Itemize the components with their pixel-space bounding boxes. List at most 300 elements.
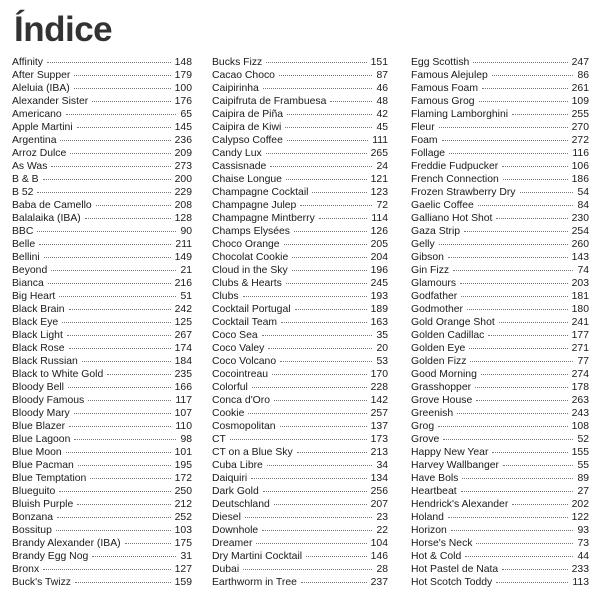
index-entry bbox=[411, 420, 589, 433]
entry-name: Caipifruta de Frambuesa bbox=[212, 96, 327, 107]
entry-page-number: 73 bbox=[577, 538, 589, 549]
index-entry bbox=[411, 212, 589, 225]
entry-page-number: 273 bbox=[174, 161, 192, 172]
entry-name: Candy Lux bbox=[212, 148, 262, 159]
entry-name: Deutschland bbox=[212, 499, 270, 510]
entry-page-number: 84 bbox=[577, 200, 589, 211]
dot-leader bbox=[74, 413, 171, 414]
entry-page-number: 257 bbox=[370, 408, 388, 419]
index-entry bbox=[212, 381, 388, 394]
index-entry bbox=[212, 394, 388, 407]
entry-page-number: 114 bbox=[371, 213, 388, 224]
dot-leader bbox=[503, 179, 568, 180]
dot-leader bbox=[461, 491, 574, 492]
dot-leader bbox=[274, 400, 367, 401]
entry-name: Baba de Camello bbox=[12, 200, 92, 211]
dot-leader bbox=[467, 309, 568, 310]
entry-page-number: 267 bbox=[174, 330, 192, 341]
dot-leader bbox=[465, 556, 573, 557]
index-entry bbox=[12, 199, 192, 212]
dot-leader bbox=[319, 218, 368, 219]
index-entry bbox=[411, 95, 589, 108]
entry-page-number: 178 bbox=[571, 382, 589, 393]
index-entry bbox=[411, 342, 589, 355]
entry-page-number: 107 bbox=[174, 408, 192, 419]
entry-name: Bonzana bbox=[12, 512, 54, 523]
index-entry bbox=[12, 160, 192, 173]
entry-page-number: 116 bbox=[572, 148, 589, 159]
entry-name: Bianca bbox=[12, 278, 44, 289]
entry-name: Champs Elysées bbox=[212, 226, 290, 237]
index-entry bbox=[12, 472, 192, 485]
entry-name: Gaza Strip bbox=[411, 226, 461, 237]
index-entry bbox=[212, 446, 388, 459]
index-entry bbox=[411, 56, 589, 69]
entry-name: Galliano Hot Shot bbox=[411, 213, 493, 224]
entry-name: Bluish Purple bbox=[12, 499, 74, 510]
index-column-1 bbox=[12, 56, 192, 589]
dot-leader bbox=[88, 400, 171, 401]
entry-page-number: 196 bbox=[370, 265, 388, 276]
dot-leader bbox=[48, 283, 171, 284]
dot-leader bbox=[75, 582, 171, 583]
dot-leader bbox=[39, 244, 171, 245]
index-entry bbox=[12, 121, 192, 134]
entry-name: Gibson bbox=[411, 252, 444, 263]
dot-leader bbox=[263, 491, 367, 492]
index-entry bbox=[212, 550, 388, 563]
entry-name: Godmother bbox=[411, 304, 463, 315]
index-entry bbox=[12, 576, 192, 589]
entry-page-number: 271 bbox=[571, 343, 589, 354]
index-entry bbox=[411, 225, 589, 238]
entry-page-number: 134 bbox=[370, 473, 388, 484]
entry-page-number: 252 bbox=[174, 512, 192, 523]
dot-leader bbox=[292, 257, 366, 258]
index-entry bbox=[12, 498, 192, 511]
entry-page-number: 163 bbox=[370, 317, 388, 328]
dot-leader bbox=[44, 257, 171, 258]
dot-leader bbox=[51, 270, 176, 271]
entry-name: Godfather bbox=[411, 291, 458, 302]
index-entry bbox=[12, 134, 192, 147]
dot-leader bbox=[37, 231, 176, 232]
dot-leader bbox=[107, 374, 170, 375]
entry-page-number: 89 bbox=[577, 473, 589, 484]
dot-leader bbox=[243, 296, 367, 297]
dot-leader bbox=[59, 491, 170, 492]
entry-name: Dubai bbox=[212, 564, 240, 575]
entry-name: Grove bbox=[411, 434, 440, 445]
entry-page-number: 213 bbox=[370, 447, 388, 458]
index-entry bbox=[411, 524, 589, 537]
entry-page-number: 247 bbox=[571, 57, 589, 68]
dot-leader bbox=[503, 465, 573, 466]
entry-name: Golden Eye bbox=[411, 343, 466, 354]
index-entry bbox=[212, 147, 388, 160]
index-entry bbox=[212, 108, 388, 121]
index-entry bbox=[212, 498, 388, 511]
index-entry bbox=[12, 95, 192, 108]
dot-leader bbox=[248, 413, 366, 414]
index-entry bbox=[411, 511, 589, 524]
entry-page-number: 170 bbox=[370, 369, 388, 380]
dot-leader bbox=[68, 387, 171, 388]
index-entry bbox=[411, 576, 589, 589]
entry-name: Grasshopper bbox=[411, 382, 472, 393]
dot-leader bbox=[78, 465, 171, 466]
index-entry bbox=[411, 537, 589, 550]
dot-leader bbox=[77, 127, 171, 128]
index-entry bbox=[411, 485, 589, 498]
entry-page-number: 255 bbox=[571, 109, 589, 120]
index-column-2 bbox=[212, 56, 388, 589]
entry-page-number: 175 bbox=[174, 538, 192, 549]
index-entry bbox=[212, 121, 388, 134]
dot-leader bbox=[442, 140, 568, 141]
entry-name: Alexander Sister bbox=[12, 96, 89, 107]
entry-page-number: 202 bbox=[571, 499, 589, 510]
index-entry bbox=[12, 264, 192, 277]
entry-name: Big Heart bbox=[12, 291, 56, 302]
dot-leader bbox=[295, 309, 367, 310]
entry-page-number: 211 bbox=[175, 239, 192, 250]
dot-leader bbox=[85, 218, 171, 219]
index-entry bbox=[212, 537, 388, 550]
entry-page-number: 127 bbox=[174, 564, 192, 575]
dot-leader bbox=[37, 192, 170, 193]
index-entry bbox=[212, 95, 388, 108]
entry-name: Apple Martini bbox=[12, 122, 73, 133]
entry-name: Dry Martini Cocktail bbox=[212, 551, 303, 562]
entry-name: Hot Scotch Toddy bbox=[411, 577, 493, 588]
dot-leader bbox=[475, 387, 568, 388]
dot-leader bbox=[262, 530, 372, 531]
index-entry bbox=[411, 134, 589, 147]
index-entry bbox=[411, 69, 589, 82]
entry-name: Dark Gold bbox=[212, 486, 259, 497]
entry-page-number: 35 bbox=[376, 330, 388, 341]
entry-page-number: 106 bbox=[571, 161, 589, 172]
dot-leader bbox=[69, 309, 171, 310]
entry-page-number: 128 bbox=[174, 213, 192, 224]
entry-page-number: 72 bbox=[376, 200, 388, 211]
index-entry bbox=[411, 277, 589, 290]
index-entry bbox=[212, 303, 388, 316]
dot-leader bbox=[460, 283, 568, 284]
entry-name: Dreamer bbox=[212, 538, 253, 549]
index-entry bbox=[411, 498, 589, 511]
dot-leader bbox=[512, 114, 568, 115]
dot-leader bbox=[280, 361, 372, 362]
entry-page-number: 263 bbox=[571, 395, 589, 406]
index-entry bbox=[212, 524, 388, 537]
index-entry bbox=[12, 69, 192, 82]
index-entry bbox=[12, 329, 192, 342]
index-entry bbox=[212, 186, 388, 199]
entry-page-number: 256 bbox=[370, 486, 388, 497]
entry-name: Black Rose bbox=[12, 343, 65, 354]
index-entry bbox=[411, 316, 589, 329]
index-entry bbox=[212, 251, 388, 264]
index-entry bbox=[212, 316, 388, 329]
dot-leader bbox=[461, 296, 567, 297]
entry-page-number: 98 bbox=[180, 434, 192, 445]
dot-leader bbox=[74, 439, 176, 440]
entry-name: Daiquiri bbox=[212, 473, 248, 484]
entry-page-number: 204 bbox=[370, 252, 388, 263]
index-entry bbox=[411, 238, 589, 251]
index-entry bbox=[411, 446, 589, 459]
dot-leader bbox=[462, 478, 573, 479]
index-entry bbox=[212, 472, 388, 485]
dot-leader bbox=[479, 101, 568, 102]
dot-leader bbox=[312, 192, 366, 193]
entry-name: Black Light bbox=[12, 330, 63, 341]
dot-leader bbox=[67, 335, 171, 336]
entry-page-number: 113 bbox=[572, 577, 589, 588]
index-entry bbox=[212, 82, 388, 95]
entry-name: Freddie Fudpucker bbox=[411, 161, 499, 172]
index-entry bbox=[12, 238, 192, 251]
index-entry bbox=[12, 381, 192, 394]
dot-leader bbox=[74, 88, 171, 89]
dot-leader bbox=[59, 296, 176, 297]
entry-page-number: 235 bbox=[174, 369, 192, 380]
dot-leader bbox=[274, 504, 367, 505]
index-entry bbox=[12, 277, 192, 290]
index-entry bbox=[12, 56, 192, 69]
index-entry bbox=[212, 134, 388, 147]
entry-name: Cassisnade bbox=[212, 161, 267, 172]
dot-leader bbox=[267, 465, 373, 466]
entry-page-number: 242 bbox=[174, 304, 192, 315]
entry-name: Heartbeat bbox=[411, 486, 457, 497]
index-entry bbox=[12, 433, 192, 446]
dot-leader bbox=[448, 517, 568, 518]
dot-leader bbox=[268, 348, 372, 349]
entry-page-number: 23 bbox=[376, 512, 388, 523]
entry-name: Blue Lagoon bbox=[12, 434, 71, 445]
dot-leader bbox=[281, 322, 367, 323]
entry-name: Black Eye bbox=[12, 317, 59, 328]
dot-leader bbox=[70, 153, 170, 154]
entry-page-number: 186 bbox=[571, 174, 589, 185]
dot-leader bbox=[448, 257, 568, 258]
dot-leader bbox=[245, 517, 373, 518]
entry-name: Bronx bbox=[12, 564, 40, 575]
index-entry bbox=[212, 225, 388, 238]
entry-name: Bossitup bbox=[12, 525, 52, 536]
dot-leader bbox=[492, 75, 574, 76]
entry-page-number: 52 bbox=[577, 434, 589, 445]
entry-name: Golden Cadillac bbox=[411, 330, 485, 341]
dot-leader bbox=[284, 244, 367, 245]
entry-page-number: 51 bbox=[180, 291, 192, 302]
entry-page-number: 21 bbox=[180, 265, 192, 276]
dot-leader bbox=[286, 179, 367, 180]
entry-name: Cocktail Team bbox=[212, 317, 278, 328]
entry-page-number: 174 bbox=[174, 343, 192, 354]
entry-page-number: 90 bbox=[180, 226, 192, 237]
dot-leader bbox=[266, 62, 366, 63]
entry-name: Black to White Gold bbox=[12, 369, 104, 380]
entry-name: Golden Fizz bbox=[411, 356, 467, 367]
entry-name: Black Brain bbox=[12, 304, 65, 315]
entry-name: Coco Valey bbox=[212, 343, 265, 354]
entry-name: Grove House bbox=[411, 395, 473, 406]
entry-name: After Supper bbox=[12, 70, 71, 81]
index-entry bbox=[411, 459, 589, 472]
dot-leader bbox=[256, 543, 366, 544]
entry-page-number: 260 bbox=[571, 239, 589, 250]
entry-page-number: 44 bbox=[577, 551, 589, 562]
entry-name: Buck's Twizz bbox=[12, 577, 71, 588]
entry-name: Horizon bbox=[411, 525, 447, 536]
dot-leader bbox=[66, 114, 177, 115]
entry-name: Belle bbox=[12, 239, 36, 250]
dot-leader bbox=[457, 413, 567, 414]
dot-leader bbox=[469, 348, 567, 349]
entry-page-number: 87 bbox=[376, 70, 388, 81]
entry-page-number: 245 bbox=[370, 278, 388, 289]
entry-name: Cocointreau bbox=[212, 369, 269, 380]
entry-page-number: 101 bbox=[174, 447, 192, 458]
dot-leader bbox=[285, 127, 372, 128]
dot-leader bbox=[125, 543, 171, 544]
dot-leader bbox=[496, 218, 567, 219]
entry-page-number: 104 bbox=[370, 538, 388, 549]
entry-name: Blue Temptation bbox=[12, 473, 87, 484]
entry-page-number: 145 bbox=[174, 122, 192, 133]
index-entry bbox=[212, 56, 388, 69]
entry-page-number: 254 bbox=[571, 226, 589, 237]
index-entry bbox=[12, 108, 192, 121]
index-entry bbox=[12, 225, 192, 238]
dot-leader bbox=[482, 88, 568, 89]
index-entry bbox=[411, 394, 589, 407]
entry-page-number: 236 bbox=[174, 135, 192, 146]
entry-page-number: 261 bbox=[571, 83, 589, 94]
entry-name: Hot Pastel de Nata bbox=[411, 564, 499, 575]
entry-name: Coco Sea bbox=[212, 330, 258, 341]
dot-leader bbox=[297, 452, 367, 453]
index-entry bbox=[212, 212, 388, 225]
index-entry bbox=[212, 238, 388, 251]
index-entry bbox=[12, 212, 192, 225]
index-entry bbox=[212, 355, 388, 368]
entry-page-number: 237 bbox=[370, 577, 388, 588]
dot-leader bbox=[476, 543, 573, 544]
entry-page-number: 173 bbox=[370, 434, 388, 445]
dot-leader bbox=[69, 348, 171, 349]
index-entry bbox=[212, 368, 388, 381]
index-entry bbox=[411, 381, 589, 394]
index-entry bbox=[12, 82, 192, 95]
entry-page-number: 46 bbox=[376, 83, 388, 94]
dot-leader bbox=[449, 153, 568, 154]
dot-leader bbox=[92, 556, 176, 557]
entry-page-number: 208 bbox=[174, 200, 192, 211]
entry-name: Cacao Choco bbox=[212, 70, 275, 81]
entry-name: French Connection bbox=[411, 174, 499, 185]
entry-name: Americano bbox=[12, 109, 62, 120]
entry-name: Bucks Fizz bbox=[212, 57, 263, 68]
entry-name: Coco Volcano bbox=[212, 356, 277, 367]
dot-leader bbox=[464, 231, 568, 232]
dot-leader bbox=[470, 361, 573, 362]
entry-page-number: 177 bbox=[571, 330, 589, 341]
index-entry bbox=[212, 160, 388, 173]
dot-leader bbox=[496, 582, 568, 583]
index-entry bbox=[411, 329, 589, 342]
entry-page-number: 122 bbox=[571, 512, 589, 523]
entry-page-number: 54 bbox=[577, 187, 589, 198]
index-entry bbox=[12, 394, 192, 407]
entry-name: Bloody Mary bbox=[12, 408, 70, 419]
dot-leader bbox=[438, 426, 568, 427]
index-entry bbox=[411, 108, 589, 121]
entry-page-number: 265 bbox=[370, 148, 388, 159]
index-entry bbox=[212, 563, 388, 576]
index-entry bbox=[212, 264, 388, 277]
dot-leader bbox=[56, 530, 171, 531]
dot-leader bbox=[520, 192, 574, 193]
entry-page-number: 233 bbox=[571, 564, 589, 575]
entry-name: Caipira de Piña bbox=[212, 109, 284, 120]
dot-leader bbox=[47, 62, 171, 63]
entry-page-number: 123 bbox=[370, 187, 388, 198]
entry-page-number: 121 bbox=[370, 174, 388, 185]
entry-page-number: 65 bbox=[180, 109, 192, 120]
index-entry bbox=[12, 251, 192, 264]
entry-name: Chocolat Cookie bbox=[212, 252, 289, 263]
dot-leader bbox=[279, 75, 372, 76]
entry-name: Horse's Neck bbox=[411, 538, 473, 549]
entry-page-number: 55 bbox=[577, 460, 589, 471]
dot-leader bbox=[57, 517, 171, 518]
entry-name: Famous Foam bbox=[411, 83, 478, 94]
index-entry bbox=[411, 186, 589, 199]
entry-name: Greenish bbox=[411, 408, 454, 419]
entry-page-number: 270 bbox=[571, 122, 589, 133]
entry-page-number: 143 bbox=[571, 252, 589, 263]
dot-leader bbox=[499, 322, 568, 323]
dot-leader bbox=[90, 478, 170, 479]
entry-page-number: 243 bbox=[571, 408, 589, 419]
index-entry bbox=[12, 407, 192, 420]
entry-name: Famous Grog bbox=[411, 96, 475, 107]
dot-leader bbox=[62, 322, 170, 323]
entry-name: Caipirinha bbox=[212, 83, 259, 94]
index-entry bbox=[411, 173, 589, 186]
entry-page-number: 100 bbox=[174, 83, 192, 94]
entry-page-number: 189 bbox=[370, 304, 388, 315]
entry-page-number: 126 bbox=[370, 226, 388, 237]
entry-page-number: 53 bbox=[376, 356, 388, 367]
dot-leader bbox=[301, 582, 367, 583]
entry-page-number: 74 bbox=[577, 265, 589, 276]
dot-leader bbox=[287, 114, 372, 115]
entry-name: Earthworm in Tree bbox=[212, 577, 297, 588]
index-entry bbox=[411, 147, 589, 160]
dot-leader bbox=[280, 426, 367, 427]
entry-page-number: 31 bbox=[180, 551, 192, 562]
dot-leader bbox=[294, 231, 367, 232]
dot-leader bbox=[270, 166, 372, 167]
entry-page-number: 274 bbox=[571, 369, 589, 380]
entry-page-number: 148 bbox=[174, 57, 192, 68]
